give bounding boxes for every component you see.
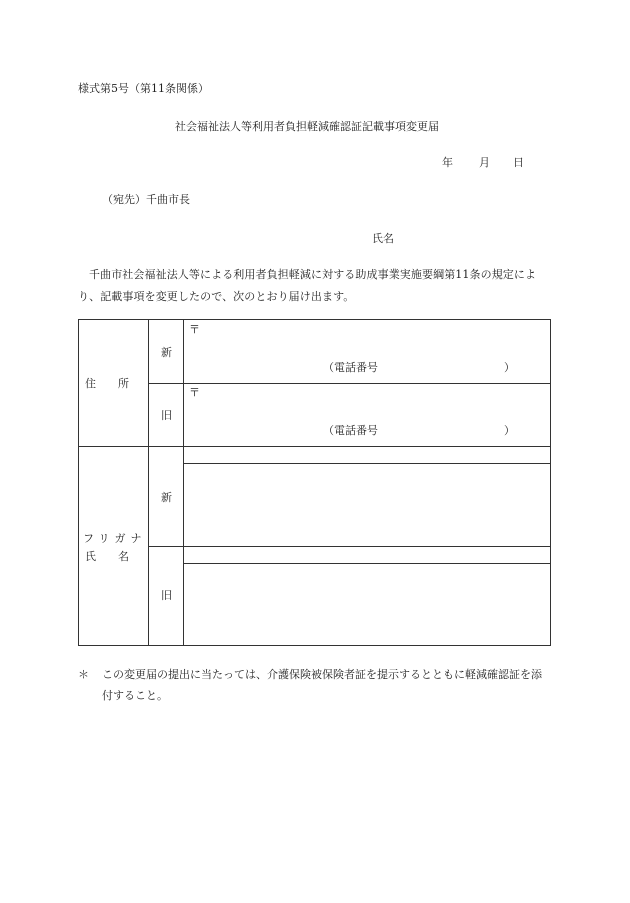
- addressee: （宛先）千曲市長: [102, 193, 190, 206]
- change-form-table: [78, 319, 551, 646]
- table-divider: [148, 546, 550, 547]
- table-divider: [79, 446, 550, 447]
- table-divider: [148, 320, 149, 645]
- address-old-phone-label[interactable]: （電話番号: [323, 424, 378, 437]
- name-new-label: 新: [161, 491, 172, 504]
- table-divider: [183, 320, 184, 645]
- name-old-label: 旧: [161, 589, 172, 602]
- date-day-label: 日: [513, 156, 524, 169]
- address-new-phone-close: ）: [504, 361, 515, 374]
- document-title: 社会福祉法人等利用者負担軽減確認証記載事項変更届: [175, 120, 439, 133]
- footnote-mark: ＊: [78, 668, 89, 681]
- furigana-label: フリガナ: [83, 532, 147, 545]
- form-number: 様式第5号（第11条関係）: [78, 82, 209, 95]
- applicant-name-label: 氏名: [372, 232, 394, 245]
- address-old-label: 旧: [161, 409, 172, 422]
- address-old-postal-mark: 〒: [189, 386, 200, 399]
- date-month-label: 月: [479, 156, 490, 169]
- address-new-label: 新: [161, 346, 172, 359]
- table-divider: [183, 563, 550, 564]
- body-paragraph: 千曲市社会福祉法人等による利用者負担軽減に対する助成事業実施要綱第11条の規定により、記載事項を変更したので、次のとおり届け出ます。: [78, 268, 537, 303]
- address-new-postal-mark: 〒: [189, 323, 200, 336]
- table-divider: [148, 383, 550, 384]
- name-label: 氏 名: [85, 550, 129, 563]
- footnote-text: この変更届の提出に当たっては、介護保険被保険者証を提示するとともに軽減確認証を添付すること。: [102, 668, 542, 702]
- table-divider: [183, 463, 550, 464]
- address-old-phone-close: ）: [504, 424, 515, 437]
- date-year-label: 年: [442, 156, 453, 169]
- address-label: 住 所: [85, 377, 129, 390]
- address-new-phone-label[interactable]: （電話番号: [323, 361, 378, 374]
